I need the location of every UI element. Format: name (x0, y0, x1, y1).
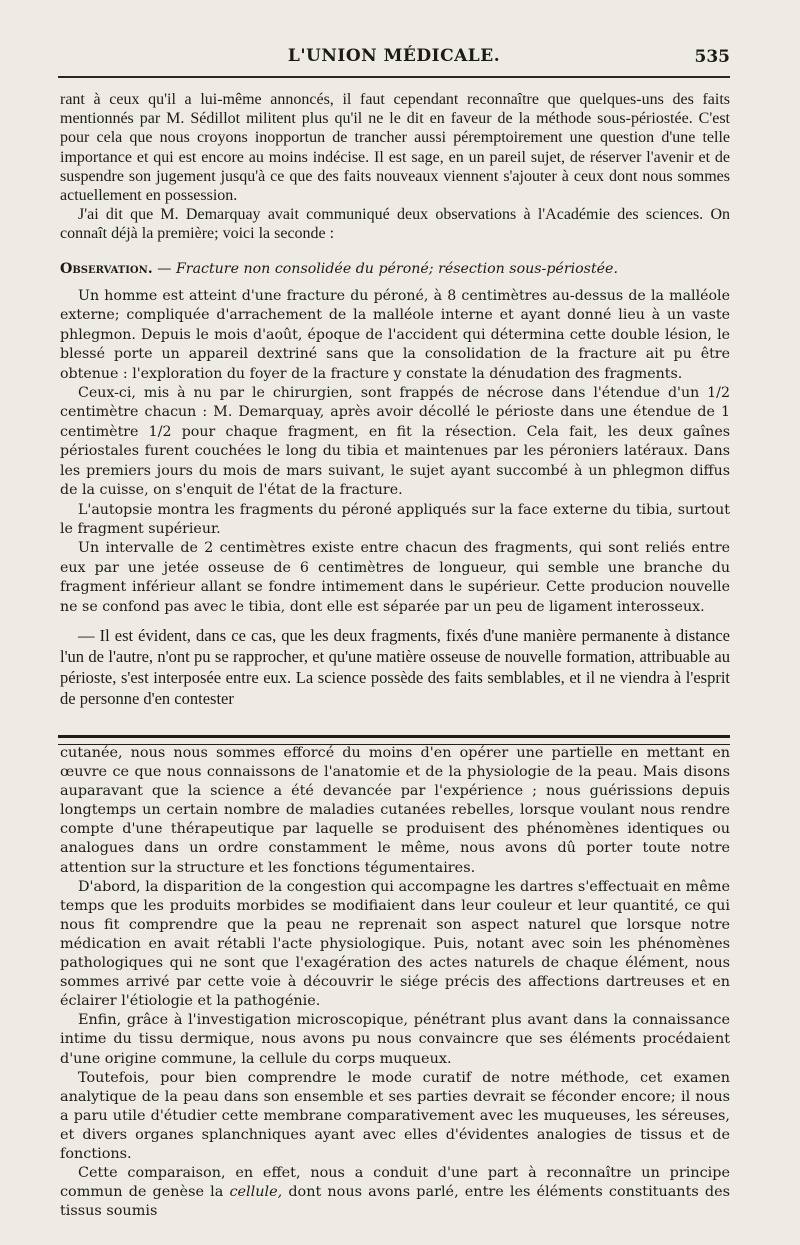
observation-heading (60, 260, 730, 279)
closing-paragraph: — Il est évident, dans ce cas, que les deux fragments, fixés d'une manière permanente à distance l'un de l'autre, n'ont pu se rapprocher, et qu'une matière osseuse de nouvelle formation, attribuable au périoste, s'est interposée entre eux. La science possède des faits semblables, et il ne viendra à l'esprit de personne d'en contester (60, 625, 730, 708)
body-paragraph: cutanée, nous nous sommes efforcé du moins d'en opérer une partielle en mettant en œuvre ce que nous connaissons de l'anatomie et de la physiologie de la peau. Mais disons auparavant que la science a été devancée par l'expérience ; nous guérissions depuis longtemps un certain nombre de maladies cutanées rebelles, lorsque voulant nous rendre compte d'une thérapeutique par laquelle se produisent des phénomènes identiques ou analogues dans un ordre constamment le même, nous avons dû porter toute notre attention sur la structure et les fonctions tégumentaires. (60, 745, 730, 876)
running-title: L'UNION MÉDICALE. (287, 46, 501, 66)
body-paragraph: Toutefois, pour bien comprendre le mode curatif de notre méthode, cet examen analytique de la peau dans son ensemble et ses parties devrait se féconder encore; il nous a paru utile d'étudier cette membrane comparativement avec les muqueuses, les séreuses, et divers organes splanchniques ayant avec elles d'évidentes analogies de tissus et de fonctions. (60, 1069, 730, 1162)
body-paragraph: rant à ceux qu'il a lui-même annoncés, il faut cependant reconnaître que quelques-uns des faits mentionnés par M. Sédillot militent plus qu'il ne le dit en faveur de la méthode sous-périostée. C'est pour cela que nous croyons inopportun de trancher aussi péremptoirement une question d'une telle importance et qui est encore au moins indécise. Il est sage, en un pareil sujet, de réserver l'avenir et de suspendre son jugement jusqu'à ce que des faits nouveaux viennent s'ajouter à ceux dont nous sommes actuellement en possession. (60, 91, 730, 205)
page-number: 535 (694, 47, 730, 67)
header-rule (58, 76, 730, 78)
body-paragraph: J'ai dit que M. Demarquay avait communiqué deux observations à l'Académie des sciences. On connaît déjà la première; voici la seconde : (60, 206, 730, 243)
page-header (58, 46, 730, 74)
observation-dash: — (152, 260, 176, 277)
observation-paragraph: Un intervalle de 2 centimètres existe entre chacun des fragments, qui sont reliés entre eux par une jetée osseuse de 6 centimètres de longueur, qui semble une branche du fragment inférieur allant se fondre intimement dans le supérieur. Cette producion nouvelle ne se confond pas avec le tibia, dont elle est séparée par un peu de ligament interosseux. (60, 540, 730, 615)
text-run: dont nous avons parlé, entre les éléments constituants des tissus soumis (60, 1184, 730, 1220)
observation-paragraph: Un homme est atteint d'une fracture du péroné, à 8 centimètres au-dessus de la malléole externe; compliquée d'arrachement de la malléole interne et ayant donné lieu à un vaste phlegmon. Depuis le mois d'août, époque de l'accident qui détermina cette double lésion, le blessé porte un appareil dextriné sans que la consolidation de la fracture ait pu être obtenue : l'exploration du foyer de la fracture y constate la dénudation des fragments. (60, 288, 730, 382)
observation-paragraph: Ceux-ci, mis à nu par le chirurgien, sont frappés de nécrose dans l'étendue d'un 1/2 centimètre chacun : M. Demarquay, après avoir décollé le périoste dans une étendue de 1 centimètre 1/2 pour chaque fragment, en fit la résection. Cela fait, les deux gaînes périostales furent couchées le long du tibia et maintenues par les péroniers latéraux. Dans les premiers jours du mois de mars suivant, le sujet ayant succombé à un phlegmon diffus de la cuisse, on s'enquit de l'état de la fracture. (60, 385, 730, 499)
italic-term: cellule, (229, 1184, 283, 1201)
body-paragraph: D'abord, la disparition de la congestion qui accompagne les dartres s'effectuait en même temps que les produits morbides se modifiaient dans leur couleur et leur quantité, ce qui nous fit comprendre que la peau ne reprenait son aspect naturel que lorsque notre médication en avait rétabli l'acte physiologique. Puis, notant avec soin les phénomènes pathologiques qui ne sont que l'exagération des actes naturels de chaque élément, nous sommes arrivé par cette voie à découvrir le siége précis des affections dartreuses et en éclairer l'étiologie et la pathogénie. (60, 878, 730, 1010)
text-run: Cette comparaison, en effet, nous a conduit d'une part à reconnaître un principe commun de genèse la (60, 1165, 730, 1201)
observation-paragraph: L'autopsie montra les fragments du péroné appliqués sur la face externe du tibia, surtout le fragment supérieur. (60, 501, 730, 537)
top-article (60, 90, 730, 709)
observation-title: Fracture non consolidée du péroné; résection sous-périostée. (175, 260, 618, 277)
observation-lead: Observation. (60, 260, 153, 277)
bottom-article (60, 744, 730, 1221)
body-paragraph: Enfin, grâce à l'investigation microscopique, pénétrant plus avant dans la connaissance intime du tissu dermique, nous avons pu nous convaincre que ses éléments procédaient d'une origine commune, la cellule du corps muqueux. (60, 1012, 730, 1067)
body-paragraph (60, 1164, 730, 1221)
